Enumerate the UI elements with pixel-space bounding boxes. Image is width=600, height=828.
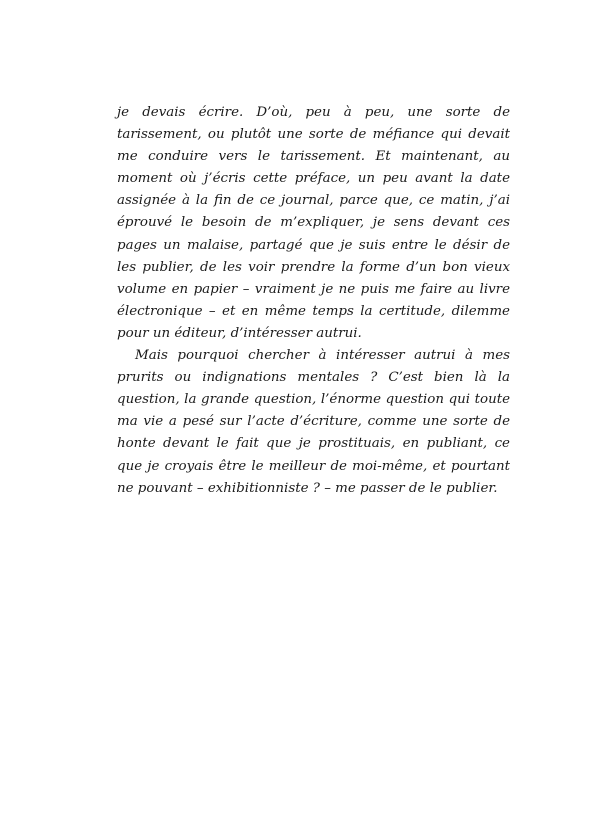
body-text — [117, 102, 510, 500]
paragraph-question: Mais pourquoi chercher à intéresser autrui à mes prurits ou indignations mentales ? C’est bien là la question, la grande question, l’énorme question qui toute ma vie a pesé sur l’acte d’écriture, comme une sorte de honte devant le fait que je prostituais, en publiant, ce que je croyais être le meilleur de moi-même, et pourtant ne pouvant – exhibitionniste ? – me passer de le publier. — [117, 348, 510, 496]
paragraph-continuation: je devais écrire. D’où, peu à peu, une sorte de tarissement, ou plutôt une sorte de méfiance qui devait me conduire vers le tarissement. Et maintenant, au moment où j’écris cette préface, un peu avant la date assignée à la fin de ce journal, parce que, ce matin, j’ai éprouvé le besoin de m’expliquer, je sens devant ces pages un malaise, partagé que je suis entre le désir de les publier, de les voir prendre la forme d’un bon vieux volume en papier – vraiment je ne puis me faire au livre électronique – et en même temps la certitude, dilemme pour un éditeur, d’intéresser autrui. — [117, 105, 510, 341]
